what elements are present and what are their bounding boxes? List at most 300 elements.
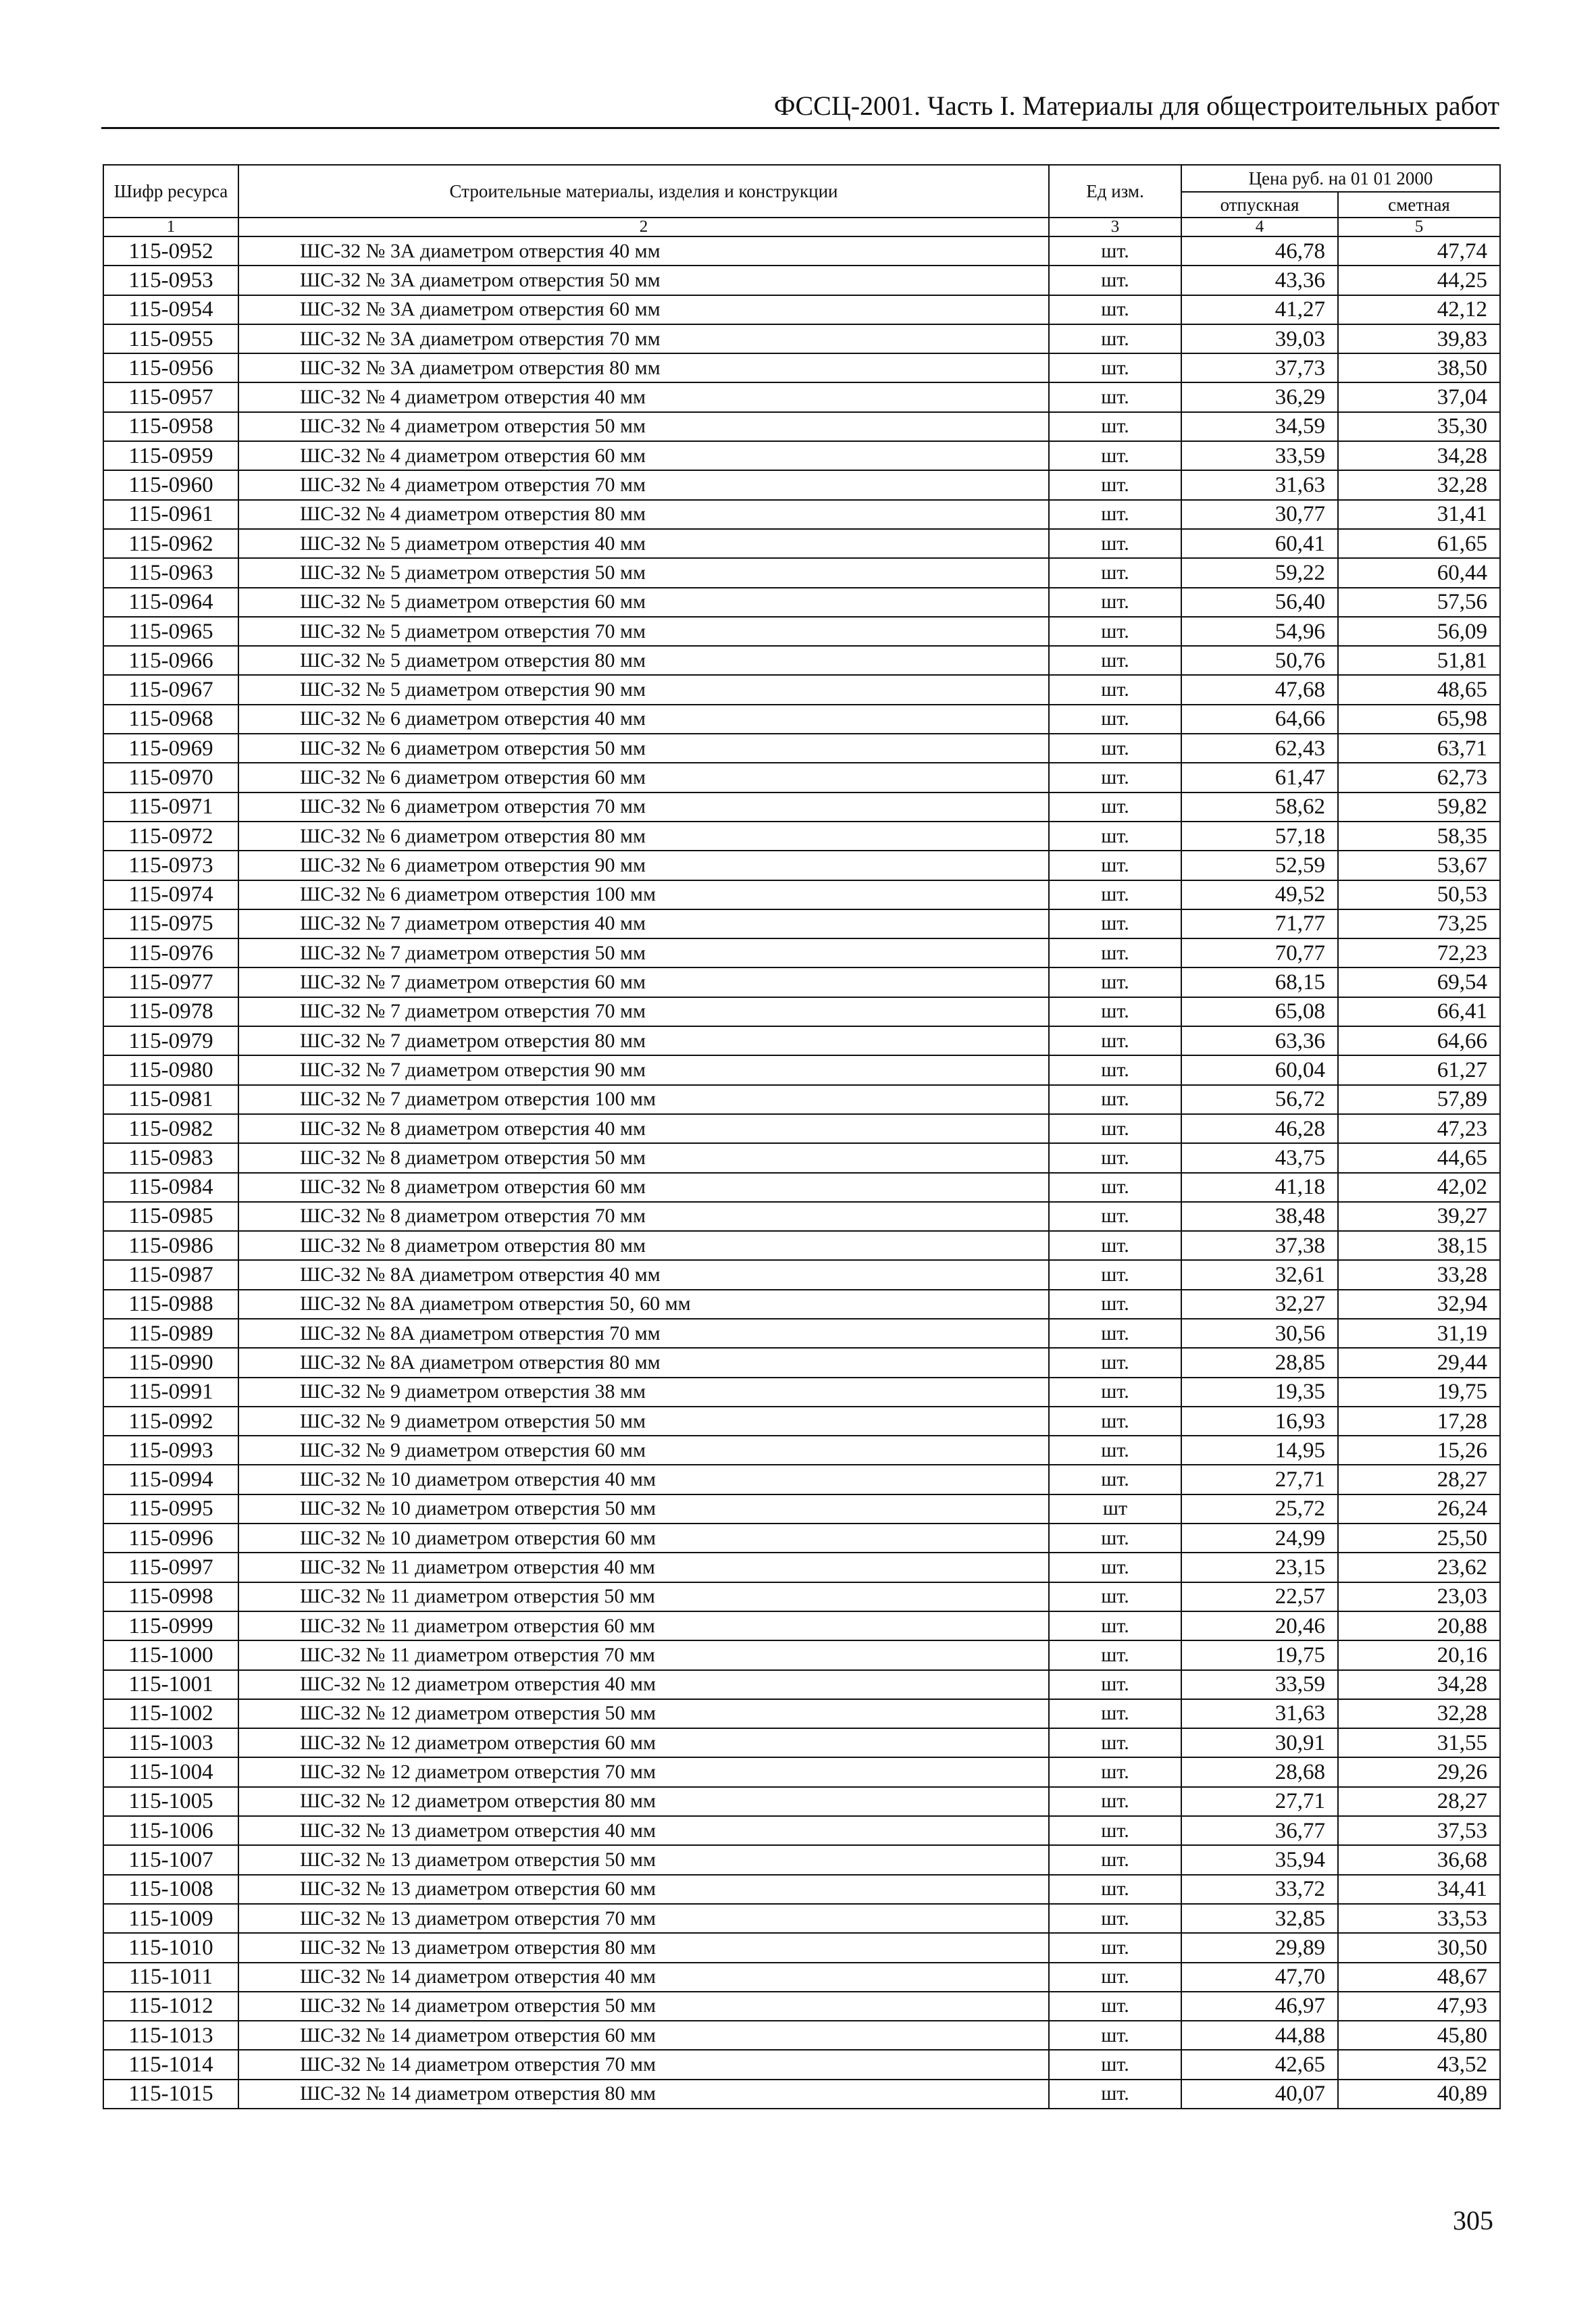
cell-estimate-price: 47,23 xyxy=(1338,1114,1500,1143)
cell-estimate-price: 36,68 xyxy=(1338,1845,1500,1874)
table-row xyxy=(103,441,1500,470)
table-row xyxy=(103,1933,1500,1962)
cell-unit: шт. xyxy=(1049,1611,1181,1640)
page-number: 305 xyxy=(1453,2205,1493,2236)
cell-code: 115-0961 xyxy=(103,500,238,529)
cell-name: ШС-32 № 12 диаметром отверстия 40 мм xyxy=(238,1670,1049,1699)
cell-unit: шт. xyxy=(1049,646,1181,675)
cell-name: ШС-32 № 11 диаметром отверстия 70 мм xyxy=(238,1640,1049,1669)
cell-name: ШС-32 № 12 диаметром отверстия 70 мм xyxy=(238,1757,1049,1786)
table-row xyxy=(103,353,1500,382)
cell-name: ШС-32 № 9 диаметром отверстия 38 мм xyxy=(238,1378,1049,1407)
cell-release-price: 70,77 xyxy=(1181,938,1338,967)
table-row xyxy=(103,851,1500,880)
cell-name: ШС-32 № 7 диаметром отверстия 70 мм xyxy=(238,997,1049,1026)
cell-estimate-price: 33,53 xyxy=(1338,1904,1500,1933)
cell-release-price: 27,71 xyxy=(1181,1787,1338,1816)
cell-release-price: 52,59 xyxy=(1181,851,1338,880)
cell-code: 115-0965 xyxy=(103,617,238,646)
cell-unit: шт. xyxy=(1049,1348,1181,1377)
price-table xyxy=(103,164,1501,2109)
cell-estimate-price: 66,41 xyxy=(1338,997,1500,1026)
cell-release-price: 30,91 xyxy=(1181,1728,1338,1757)
cell-name: ШС-32 № 8 диаметром отверстия 60 мм xyxy=(238,1173,1049,1202)
table-row xyxy=(103,1348,1500,1377)
cell-release-price: 56,40 xyxy=(1181,588,1338,617)
cell-name: ШС-32 № 13 диаметром отверстия 80 мм xyxy=(238,1933,1049,1962)
cell-code: 115-0972 xyxy=(103,822,238,851)
cell-name: ШС-32 № 3А диаметром отверстия 80 мм xyxy=(238,353,1049,382)
cell-name: ШС-32 № 14 диаметром отверстия 40 мм xyxy=(238,1963,1049,1992)
cell-estimate-price: 57,89 xyxy=(1338,1085,1500,1114)
cell-code: 115-0976 xyxy=(103,938,238,967)
cell-unit: шт. xyxy=(1049,1436,1181,1465)
cell-release-price: 43,75 xyxy=(1181,1143,1338,1172)
cell-name: ШС-32 № 8 диаметром отверстия 70 мм xyxy=(238,1202,1049,1231)
cell-unit: шт. xyxy=(1049,1231,1181,1260)
cell-unit: шт. xyxy=(1049,1114,1181,1143)
cell-estimate-price: 34,28 xyxy=(1338,1670,1500,1699)
cell-unit: шт. xyxy=(1049,1055,1181,1084)
cell-release-price: 43,36 xyxy=(1181,266,1338,295)
cell-estimate-price: 61,27 xyxy=(1338,1055,1500,1084)
cell-name: ШС-32 № 13 диаметром отверстия 70 мм xyxy=(238,1904,1049,1933)
cell-estimate-price: 28,27 xyxy=(1338,1787,1500,1816)
table-row xyxy=(103,1963,1500,1992)
cell-unit: шт. xyxy=(1049,1407,1181,1436)
cell-unit: шт. xyxy=(1049,1992,1181,2021)
cell-unit: шт. xyxy=(1049,412,1181,441)
cell-estimate-price: 37,53 xyxy=(1338,1816,1500,1845)
cell-unit: шт. xyxy=(1049,236,1181,266)
cell-unit: шт. xyxy=(1049,1933,1181,1962)
cell-unit: шт. xyxy=(1049,558,1181,587)
cell-name: ШС-32 № 6 диаметром отверстия 90 мм xyxy=(238,851,1049,880)
cell-release-price: 58,62 xyxy=(1181,793,1338,822)
cell-code: 115-1011 xyxy=(103,1963,238,1992)
header-name: Строительные материалы, изделия и конструкции xyxy=(238,165,1049,218)
cell-estimate-price: 35,30 xyxy=(1338,412,1500,441)
cell-estimate-price: 32,28 xyxy=(1338,1699,1500,1728)
cell-estimate-price: 38,50 xyxy=(1338,353,1500,382)
cell-estimate-price: 43,52 xyxy=(1338,2050,1500,2079)
table-row xyxy=(103,1904,1500,1933)
cell-unit: шт. xyxy=(1049,295,1181,324)
cell-estimate-price: 42,12 xyxy=(1338,295,1500,324)
cell-release-price: 14,95 xyxy=(1181,1436,1338,1465)
table-row xyxy=(103,1611,1500,1640)
cell-release-price: 44,88 xyxy=(1181,2021,1338,2050)
cell-release-price: 36,77 xyxy=(1181,1816,1338,1845)
cell-estimate-price: 53,67 xyxy=(1338,851,1500,880)
cell-unit: шт. xyxy=(1049,529,1181,558)
cell-release-price: 37,38 xyxy=(1181,1231,1338,1260)
table-row xyxy=(103,1728,1500,1757)
cell-name: ШС-32 № 12 диаметром отверстия 80 мм xyxy=(238,1787,1049,1816)
cell-name: ШС-32 № 8 диаметром отверстия 40 мм xyxy=(238,1114,1049,1143)
cell-release-price: 60,04 xyxy=(1181,1055,1338,1084)
cell-release-price: 63,36 xyxy=(1181,1026,1338,1055)
cell-estimate-price: 39,27 xyxy=(1338,1202,1500,1231)
table-row xyxy=(103,617,1500,646)
table-row xyxy=(103,1582,1500,1611)
cell-estimate-price: 44,25 xyxy=(1338,266,1500,295)
cell-unit: шт. xyxy=(1049,1143,1181,1172)
cell-unit: шт. xyxy=(1049,734,1181,763)
cell-estimate-price: 31,55 xyxy=(1338,1728,1500,1757)
cell-unit: шт. xyxy=(1049,2080,1181,2109)
cell-unit: шт. xyxy=(1049,500,1181,529)
cell-estimate-price: 42,02 xyxy=(1338,1173,1500,1202)
table-row xyxy=(103,880,1500,909)
cell-name: ШС-32 № 7 диаметром отверстия 100 мм xyxy=(238,1085,1049,1114)
cell-code: 115-0953 xyxy=(103,266,238,295)
cell-code: 115-0960 xyxy=(103,470,238,499)
cell-estimate-price: 31,41 xyxy=(1338,500,1500,529)
table-row xyxy=(103,1407,1500,1436)
table-row xyxy=(103,938,1500,967)
cell-estimate-price: 20,16 xyxy=(1338,1640,1500,1669)
cell-unit: шт. xyxy=(1049,1875,1181,1904)
cell-release-price: 31,63 xyxy=(1181,470,1338,499)
cell-unit: шт. xyxy=(1049,1524,1181,1553)
cell-estimate-price: 44,65 xyxy=(1338,1143,1500,1172)
column-number: 2 xyxy=(238,218,1049,236)
cell-unit: шт. xyxy=(1049,822,1181,851)
table-row xyxy=(103,1494,1500,1524)
cell-release-price: 47,68 xyxy=(1181,675,1338,704)
cell-release-price: 20,46 xyxy=(1181,1611,1338,1640)
cell-code: 115-0978 xyxy=(103,997,238,1026)
column-number: 5 xyxy=(1338,218,1500,236)
table-row xyxy=(103,1553,1500,1582)
cell-release-price: 62,43 xyxy=(1181,734,1338,763)
cell-estimate-price: 45,80 xyxy=(1338,2021,1500,2050)
cell-estimate-price: 50,53 xyxy=(1338,880,1500,909)
table-row xyxy=(103,793,1500,822)
cell-code: 115-1015 xyxy=(103,2080,238,2109)
cell-unit: шт. xyxy=(1049,997,1181,1026)
cell-name: ШС-32 № 4 диаметром отверстия 80 мм xyxy=(238,500,1049,529)
cell-estimate-price: 57,56 xyxy=(1338,588,1500,617)
cell-unit: шт. xyxy=(1049,1728,1181,1757)
table-row xyxy=(103,1055,1500,1084)
cell-code: 115-1000 xyxy=(103,1640,238,1669)
cell-name: ШС-32 № 6 диаметром отверстия 40 мм xyxy=(238,705,1049,734)
table-row xyxy=(103,734,1500,763)
cell-code: 115-0967 xyxy=(103,675,238,704)
cell-code: 115-0975 xyxy=(103,909,238,938)
cell-code: 115-0952 xyxy=(103,236,238,266)
cell-code: 115-0984 xyxy=(103,1173,238,1202)
cell-estimate-price: 62,73 xyxy=(1338,763,1500,792)
table-row xyxy=(103,1290,1500,1319)
cell-estimate-price: 39,83 xyxy=(1338,324,1500,353)
cell-release-price: 22,57 xyxy=(1181,1582,1338,1611)
table-row xyxy=(103,1757,1500,1786)
cell-code: 115-0983 xyxy=(103,1143,238,1172)
cell-unit: шт. xyxy=(1049,1378,1181,1407)
cell-unit: шт. xyxy=(1049,1787,1181,1816)
cell-name: ШС-32 № 14 диаметром отверстия 70 мм xyxy=(238,2050,1049,2079)
cell-unit: шт. xyxy=(1049,1202,1181,1231)
cell-release-price: 27,71 xyxy=(1181,1465,1338,1494)
cell-estimate-price: 47,93 xyxy=(1338,1992,1500,2021)
table-row xyxy=(103,382,1500,411)
cell-estimate-price: 26,24 xyxy=(1338,1494,1500,1524)
cell-unit: шт. xyxy=(1049,441,1181,470)
cell-name: ШС-32 № 8А диаметром отверстия 80 мм xyxy=(238,1348,1049,1377)
table-row xyxy=(103,1465,1500,1494)
cell-estimate-price: 64,66 xyxy=(1338,1026,1500,1055)
cell-release-price: 39,03 xyxy=(1181,324,1338,353)
table-row xyxy=(103,236,1500,266)
cell-name: ШС-32 № 8 диаметром отверстия 50 мм xyxy=(238,1143,1049,1172)
cell-release-price: 46,97 xyxy=(1181,1992,1338,2021)
cell-name: ШС-32 № 6 диаметром отверстия 50 мм xyxy=(238,734,1049,763)
cell-unit: шт. xyxy=(1049,938,1181,967)
cell-name: ШС-32 № 11 диаметром отверстия 60 мм xyxy=(238,1611,1049,1640)
cell-name: ШС-32 № 5 диаметром отверстия 40 мм xyxy=(238,529,1049,558)
cell-unit: шт. xyxy=(1049,1260,1181,1289)
cell-code: 115-0956 xyxy=(103,353,238,382)
table-row xyxy=(103,1699,1500,1728)
cell-release-price: 30,56 xyxy=(1181,1319,1338,1348)
cell-code: 115-0969 xyxy=(103,734,238,763)
cell-unit: шт. xyxy=(1049,588,1181,617)
cell-name: ШС-32 № 8А диаметром отверстия 40 мм xyxy=(238,1260,1049,1289)
cell-name: ШС-32 № 7 диаметром отверстия 90 мм xyxy=(238,1055,1049,1084)
table-row xyxy=(103,1787,1500,1816)
table-header xyxy=(103,165,1500,236)
cell-release-price: 19,75 xyxy=(1181,1640,1338,1669)
cell-release-price: 28,68 xyxy=(1181,1757,1338,1786)
cell-unit: шт. xyxy=(1049,909,1181,938)
cell-code: 115-1002 xyxy=(103,1699,238,1728)
cell-estimate-price: 73,25 xyxy=(1338,909,1500,938)
cell-estimate-price: 17,28 xyxy=(1338,1407,1500,1436)
table-row xyxy=(103,763,1500,792)
table-row xyxy=(103,705,1500,734)
cell-release-price: 41,18 xyxy=(1181,1173,1338,1202)
table-row xyxy=(103,1816,1500,1845)
header-rule xyxy=(101,127,1499,129)
cell-estimate-price: 34,41 xyxy=(1338,1875,1500,1904)
cell-code: 115-0995 xyxy=(103,1494,238,1524)
cell-unit: шт. xyxy=(1049,1553,1181,1582)
header-unit: Ед изм. xyxy=(1049,165,1181,218)
cell-name: ШС-32 № 6 диаметром отверстия 80 мм xyxy=(238,822,1049,851)
cell-release-price: 54,96 xyxy=(1181,617,1338,646)
cell-code: 115-0971 xyxy=(103,793,238,822)
cell-release-price: 36,29 xyxy=(1181,382,1338,411)
cell-name: ШС-32 № 14 диаметром отверстия 80 мм xyxy=(238,2080,1049,2109)
cell-unit: шт. xyxy=(1049,1465,1181,1494)
cell-unit: шт. xyxy=(1049,1670,1181,1699)
cell-release-price: 56,72 xyxy=(1181,1085,1338,1114)
cell-release-price: 49,52 xyxy=(1181,880,1338,909)
cell-name: ШС-32 № 7 диаметром отверстия 80 мм xyxy=(238,1026,1049,1055)
table-row xyxy=(103,558,1500,587)
cell-release-price: 33,59 xyxy=(1181,1670,1338,1699)
cell-estimate-price: 63,71 xyxy=(1338,734,1500,763)
cell-estimate-price: 23,03 xyxy=(1338,1582,1500,1611)
cell-name: ШС-32 № 5 диаметром отверстия 80 мм xyxy=(238,646,1049,675)
cell-unit: шт. xyxy=(1049,705,1181,734)
cell-unit: шт. xyxy=(1049,617,1181,646)
cell-release-price: 65,08 xyxy=(1181,997,1338,1026)
cell-unit: шт. xyxy=(1049,1582,1181,1611)
cell-name: ШС-32 № 7 диаметром отверстия 60 мм xyxy=(238,967,1049,997)
cell-name: ШС-32 № 11 диаметром отверстия 50 мм xyxy=(238,1582,1049,1611)
cell-name: ШС-32 № 6 диаметром отверстия 100 мм xyxy=(238,880,1049,909)
cell-name: ШС-32 № 13 диаметром отверстия 50 мм xyxy=(238,1845,1049,1874)
cell-estimate-price: 56,09 xyxy=(1338,617,1500,646)
cell-code: 115-0987 xyxy=(103,1260,238,1289)
table-row xyxy=(103,1640,1500,1669)
cell-code: 115-0981 xyxy=(103,1085,238,1114)
cell-code: 115-0982 xyxy=(103,1114,238,1143)
cell-code: 115-1012 xyxy=(103,1992,238,2021)
cell-unit: шт. xyxy=(1049,2050,1181,2079)
table-row xyxy=(103,1231,1500,1260)
cell-release-price: 28,85 xyxy=(1181,1348,1338,1377)
cell-release-price: 33,72 xyxy=(1181,1875,1338,1904)
cell-code: 115-1010 xyxy=(103,1933,238,1962)
cell-code: 115-0998 xyxy=(103,1582,238,1611)
cell-estimate-price: 38,15 xyxy=(1338,1231,1500,1260)
cell-unit: шт. xyxy=(1049,1026,1181,1055)
cell-release-price: 19,35 xyxy=(1181,1378,1338,1407)
cell-estimate-price: 47,74 xyxy=(1338,236,1500,266)
cell-code: 115-0977 xyxy=(103,967,238,997)
cell-release-price: 46,78 xyxy=(1181,236,1338,266)
cell-estimate-price: 15,26 xyxy=(1338,1436,1500,1465)
cell-code: 115-1007 xyxy=(103,1845,238,1874)
cell-name: ШС-32 № 5 диаметром отверстия 70 мм xyxy=(238,617,1049,646)
table-row xyxy=(103,500,1500,529)
cell-name: ШС-32 № 12 диаметром отверстия 50 мм xyxy=(238,1699,1049,1728)
table-row xyxy=(103,967,1500,997)
cell-name: ШС-32 № 10 диаметром отверстия 40 мм xyxy=(238,1465,1049,1494)
cell-unit: шт xyxy=(1049,1494,1181,1524)
cell-code: 115-0996 xyxy=(103,1524,238,1553)
cell-unit: шт. xyxy=(1049,1085,1181,1114)
cell-unit: шт. xyxy=(1049,675,1181,704)
cell-name: ШС-32 № 5 диаметром отверстия 90 мм xyxy=(238,675,1049,704)
header-price-group: Цена руб. на 01 01 2000 xyxy=(1181,165,1500,192)
cell-release-price: 60,41 xyxy=(1181,529,1338,558)
cell-unit: шт. xyxy=(1049,1173,1181,1202)
cell-code: 115-1008 xyxy=(103,1875,238,1904)
cell-code: 115-1009 xyxy=(103,1904,238,1933)
cell-unit: шт. xyxy=(1049,470,1181,499)
cell-name: ШС-32 № 13 диаметром отверстия 40 мм xyxy=(238,1816,1049,1845)
table-row xyxy=(103,2021,1500,2050)
cell-code: 115-0954 xyxy=(103,295,238,324)
cell-name: ШС-32 № 3А диаметром отверстия 70 мм xyxy=(238,324,1049,353)
cell-release-price: 61,47 xyxy=(1181,763,1338,792)
cell-release-price: 59,22 xyxy=(1181,558,1338,587)
cell-code: 115-0991 xyxy=(103,1378,238,1407)
table-row xyxy=(103,529,1500,558)
column-number: 3 xyxy=(1049,218,1181,236)
cell-code: 115-1005 xyxy=(103,1787,238,1816)
cell-code: 115-0997 xyxy=(103,1553,238,1582)
table-row xyxy=(103,997,1500,1026)
cell-unit: шт. xyxy=(1049,1963,1181,1992)
cell-estimate-price: 32,94 xyxy=(1338,1290,1500,1319)
cell-estimate-price: 29,26 xyxy=(1338,1757,1500,1786)
table-row xyxy=(103,1173,1500,1202)
cell-estimate-price: 51,81 xyxy=(1338,646,1500,675)
cell-release-price: 50,76 xyxy=(1181,646,1338,675)
cell-unit: шт. xyxy=(1049,880,1181,909)
cell-name: ШС-32 № 8 диаметром отверстия 80 мм xyxy=(238,1231,1049,1260)
table-row xyxy=(103,1875,1500,1904)
table-row xyxy=(103,1260,1500,1289)
cell-name: ШС-32 № 5 диаметром отверстия 60 мм xyxy=(238,588,1049,617)
cell-estimate-price: 37,04 xyxy=(1338,382,1500,411)
table-row xyxy=(103,1026,1500,1055)
table-row xyxy=(103,1992,1500,2021)
cell-name: ШС-32 № 8А диаметром отверстия 50, 60 мм xyxy=(238,1290,1049,1319)
cell-unit: шт. xyxy=(1049,266,1181,295)
table-row xyxy=(103,412,1500,441)
cell-estimate-price: 23,62 xyxy=(1338,1553,1500,1582)
table-row xyxy=(103,1319,1500,1348)
cell-name: ШС-32 № 4 диаметром отверстия 50 мм xyxy=(238,412,1049,441)
cell-code: 115-0958 xyxy=(103,412,238,441)
cell-release-price: 68,15 xyxy=(1181,967,1338,997)
cell-name: ШС-32 № 4 диаметром отверстия 60 мм xyxy=(238,441,1049,470)
cell-name: ШС-32 № 11 диаметром отверстия 40 мм xyxy=(238,1553,1049,1582)
table-row xyxy=(103,324,1500,353)
cell-release-price: 29,89 xyxy=(1181,1933,1338,1962)
cell-name: ШС-32 № 3А диаметром отверстия 40 мм xyxy=(238,236,1049,266)
table-body xyxy=(103,236,1500,2109)
running-header: ФССЦ-2001. Часть I. Материалы для общестроительных работ xyxy=(773,91,1499,121)
cell-code: 115-1003 xyxy=(103,1728,238,1757)
cell-code: 115-0957 xyxy=(103,382,238,411)
cell-name: ШС-32 № 10 диаметром отверстия 60 мм xyxy=(238,1524,1049,1553)
cell-unit: шт. xyxy=(1049,1290,1181,1319)
table-row xyxy=(103,266,1500,295)
cell-release-price: 34,59 xyxy=(1181,412,1338,441)
cell-release-price: 40,07 xyxy=(1181,2080,1338,2109)
table-row xyxy=(103,1436,1500,1465)
cell-estimate-price: 30,50 xyxy=(1338,1933,1500,1962)
cell-code: 115-1014 xyxy=(103,2050,238,2079)
cell-code: 115-0968 xyxy=(103,705,238,734)
cell-release-price: 25,72 xyxy=(1181,1494,1338,1524)
cell-code: 115-0962 xyxy=(103,529,238,558)
cell-unit: шт. xyxy=(1049,793,1181,822)
cell-code: 115-0966 xyxy=(103,646,238,675)
cell-unit: шт. xyxy=(1049,1640,1181,1669)
cell-name: ШС-32 № 14 диаметром отверстия 60 мм xyxy=(238,2021,1049,2050)
table-row xyxy=(103,2050,1500,2079)
cell-release-price: 33,59 xyxy=(1181,441,1338,470)
header-release-price: отпускная xyxy=(1181,192,1338,218)
cell-code: 115-1013 xyxy=(103,2021,238,2050)
cell-estimate-price: 60,44 xyxy=(1338,558,1500,587)
cell-unit: шт. xyxy=(1049,851,1181,880)
cell-name: ШС-32 № 6 диаметром отверстия 60 мм xyxy=(238,763,1049,792)
cell-release-price: 41,27 xyxy=(1181,295,1338,324)
cell-estimate-price: 59,82 xyxy=(1338,793,1500,822)
cell-release-price: 32,27 xyxy=(1181,1290,1338,1319)
